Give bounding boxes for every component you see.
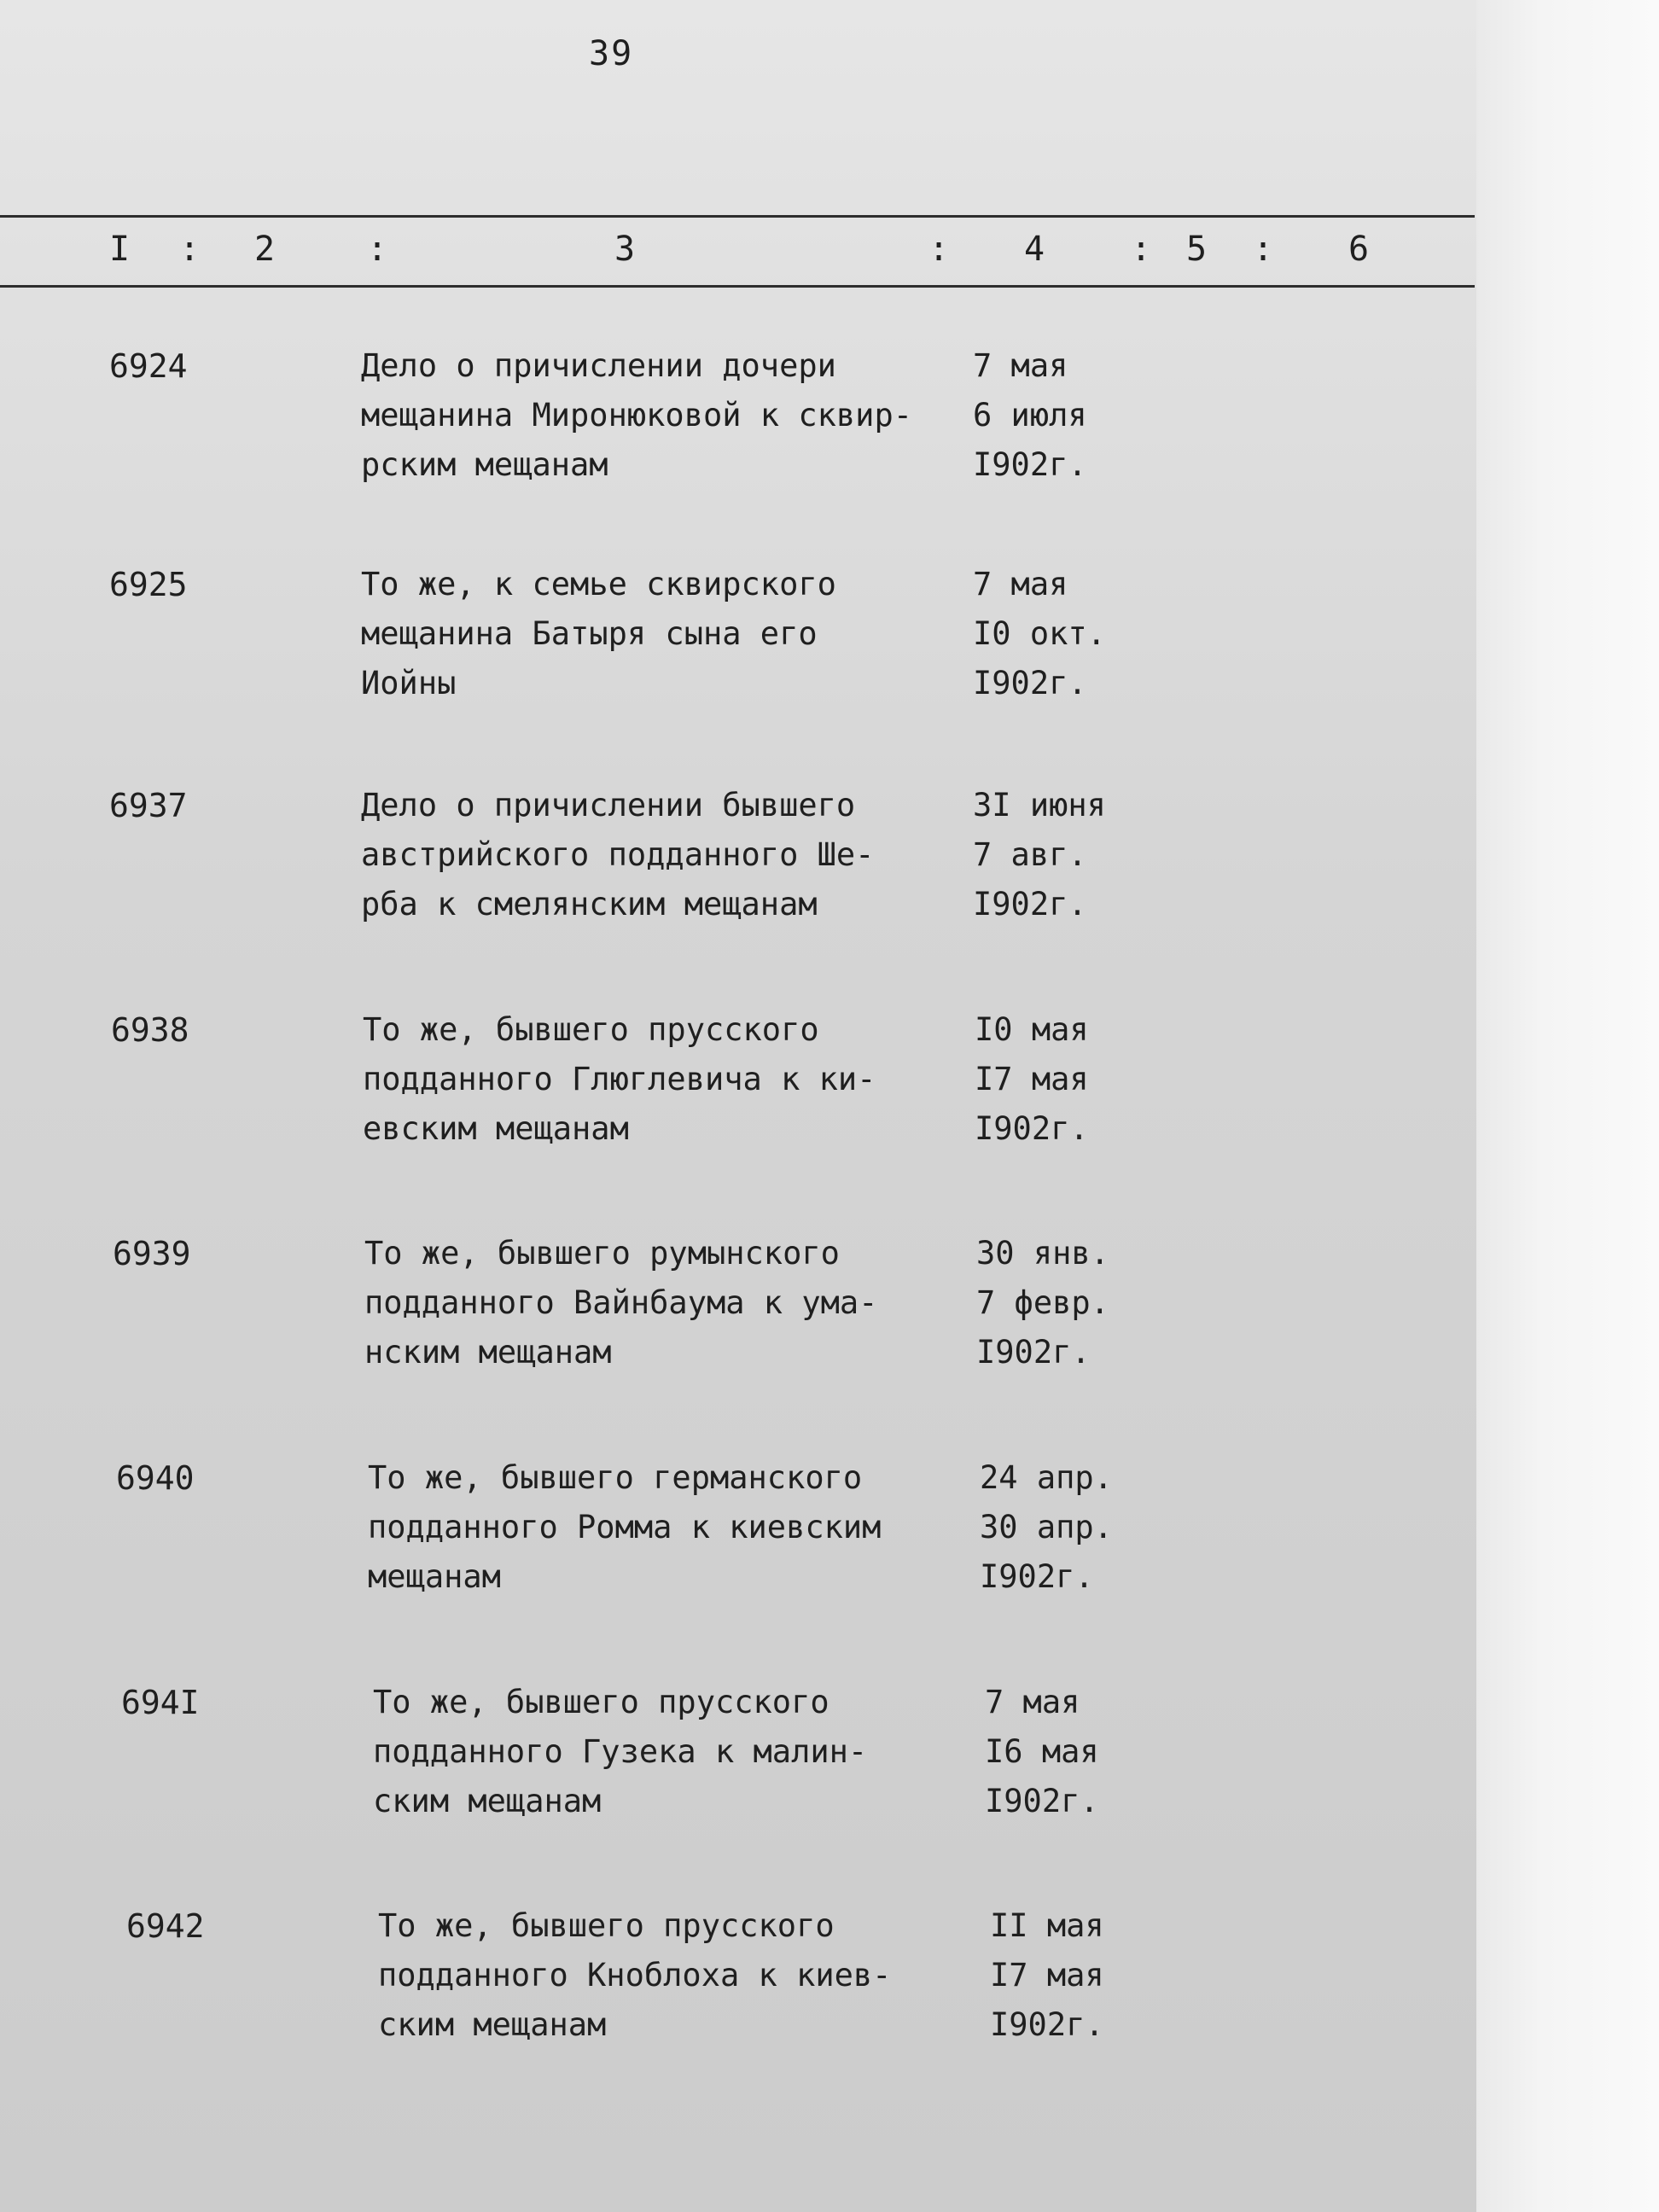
description-line: То же, бывшего германского [368, 1459, 863, 1496]
case-dates [975, 1005, 1162, 1154]
date-end: I6 мая [985, 1733, 1099, 1770]
header-top-rule [0, 215, 1475, 218]
case-description [361, 781, 975, 929]
header-bottom-rule [0, 285, 1475, 288]
column-separator: : [1131, 230, 1152, 269]
case-number: 6924 [109, 347, 188, 385]
column-header-6: 6 [1348, 230, 1370, 269]
date-start: 7 мая [973, 347, 1068, 384]
description-line: То же, бывшего прусского [373, 1684, 830, 1720]
description-line: То же, бывшего прусского [378, 1907, 835, 1944]
column-separator: : [367, 230, 388, 269]
column-header-5: 5 [1186, 230, 1208, 269]
date-end: 6 июля [973, 397, 1087, 434]
case-description [368, 1453, 982, 1602]
date-year: I902г. [973, 886, 1087, 923]
description-line: подданного Кноблоха к киев- [378, 1957, 892, 1994]
page-edge [1476, 0, 1659, 2212]
case-description [363, 1005, 977, 1154]
date-start: II мая [990, 1907, 1104, 1944]
date-year: I902г. [985, 1783, 1099, 1819]
case-number: 6940 [116, 1459, 195, 1497]
column-separator: : [179, 230, 201, 269]
case-description [364, 1229, 979, 1377]
column-header-4: 4 [1024, 230, 1045, 269]
case-dates [976, 1229, 1164, 1377]
description-line: мещанина Миронюковой к сквир- [361, 397, 913, 434]
description-line: Иойны [361, 665, 457, 701]
case-description [361, 560, 975, 708]
date-start: 7 мая [985, 1684, 1080, 1720]
case-description [378, 1901, 992, 2050]
description-line: мещанина Батыря сына его [361, 615, 818, 652]
date-end: I7 мая [990, 1957, 1104, 1994]
date-start: 3I июня [973, 787, 1106, 824]
description-line: Дело о причислении бывшего [361, 787, 856, 824]
column-header-3: 3 [614, 230, 636, 269]
description-line: евским мещанам [363, 1110, 629, 1147]
date-end: 7 авг. [973, 836, 1087, 873]
date-year: I902г. [990, 2006, 1104, 2043]
description-line: подданного Глюглевича к ки- [363, 1061, 876, 1097]
date-year: I902г. [973, 665, 1087, 701]
date-end: 30 апр. [980, 1509, 1113, 1545]
description-line: подданного Ромма к киевским [368, 1509, 882, 1545]
case-dates [985, 1678, 1173, 1826]
case-dates [973, 781, 1161, 929]
date-year: I902г. [975, 1110, 1089, 1147]
page-number: 39 [589, 34, 634, 73]
date-start: 7 мая [973, 566, 1068, 602]
description-line: То же, к семье сквирского [361, 566, 836, 602]
description-line: подданного Вайнбаума к ума- [364, 1284, 878, 1321]
date-year: I902г. [976, 1334, 1091, 1371]
date-end: I7 мая [975, 1061, 1089, 1097]
description-line: мещанам [368, 1558, 501, 1595]
description-line: То же, бывшего румынского [364, 1235, 840, 1272]
case-dates [973, 560, 1161, 708]
date-end: 7 февр. [976, 1284, 1109, 1321]
column-separator: : [1253, 230, 1274, 269]
case-number: 6939 [113, 1235, 191, 1272]
case-number: 6938 [111, 1011, 189, 1049]
description-line: нским мещанам [364, 1334, 612, 1371]
column-header-1: I [109, 230, 131, 269]
case-description [373, 1678, 987, 1826]
case-number: 6942 [126, 1907, 205, 1945]
case-description [361, 341, 975, 490]
date-year: I902г. [973, 446, 1087, 483]
date-start: I0 мая [975, 1011, 1089, 1048]
column-header-2: 2 [254, 230, 276, 269]
date-start: 30 янв. [976, 1235, 1109, 1272]
description-line: рским мещанам [361, 446, 608, 483]
case-number: 6925 [109, 566, 188, 603]
case-dates [990, 1901, 1178, 2050]
date-end: I0 окт. [973, 615, 1106, 652]
description-line: австрийского подданного Ше- [361, 836, 875, 873]
description-line: ским мещанам [373, 1783, 602, 1819]
case-dates [980, 1453, 1167, 1602]
description-line: Дело о причислении дочери [361, 347, 836, 384]
description-line: подданного Гузека к малин- [373, 1733, 868, 1770]
column-separator: : [928, 230, 950, 269]
case-dates [973, 341, 1161, 490]
description-line: рба к смелянским мещанам [361, 886, 818, 923]
date-start: 24 апр. [980, 1459, 1113, 1496]
description-line: ским мещанам [378, 2006, 607, 2043]
case-number: 694I [121, 1684, 200, 1721]
date-year: I902г. [980, 1558, 1094, 1595]
description-line: То же, бывшего прусского [363, 1011, 819, 1048]
case-number: 6937 [109, 787, 188, 824]
